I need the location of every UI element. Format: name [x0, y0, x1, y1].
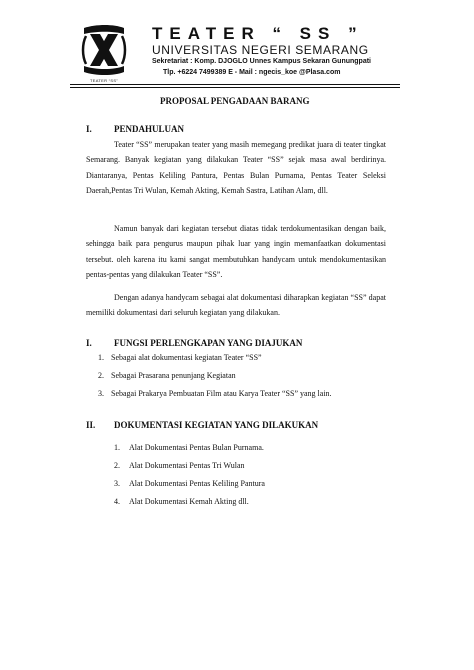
list-number: 1.: [98, 353, 104, 362]
list-number: 4.: [114, 497, 120, 506]
list-number: 3.: [114, 479, 120, 488]
list-text: Alat Dokumentasi Pentas Keliling Pantura: [129, 479, 265, 488]
list-item: [114, 457, 265, 475]
university-name: UNIVERSITAS NEGERI SEMARANG: [152, 43, 369, 57]
logo-caption: TEATER “SS”: [90, 78, 118, 83]
function-list: [98, 349, 332, 403]
section-number: I.: [86, 124, 92, 134]
list-item: [114, 439, 265, 457]
list-item: [114, 475, 265, 493]
list-text: Alat Dokumentasi Kemah Akting dll.: [129, 497, 249, 506]
section-number: I.: [86, 338, 92, 348]
documentation-list: [114, 439, 265, 511]
list-text: Alat Dokumentasi Pentas Bulan Purnama.: [129, 443, 264, 452]
list-item: [98, 367, 332, 385]
list-text: Alat Dokumentasi Pentas Tri Wulan: [129, 461, 245, 470]
paragraph: Teater “SS” merupakan teater yang masih memegang predikat juara di teater tingkat Semarang. Banyak kegiatan yang dilakukan Teater “SS” sejak masa awal berdirinya. Diantaranya, Pentas Keliling Pantura, Pentas Bulan Purnama, Pentas Teater Seleksi Daerah,Pentas Tri Wulan, Kemah Akting, Kemah Sastra, Latihan Alam, dll.: [86, 140, 386, 196]
letterhead-rule-thin: [70, 87, 400, 88]
list-number: 2.: [98, 371, 104, 380]
list-number: 3.: [98, 389, 104, 398]
contact-info: Tlp. +6224 7499389 E - Mail : ngecis_koe @Plasa.com: [163, 69, 341, 76]
list-text: Sebagai Prasarana penunjang Kegiatan: [111, 371, 236, 380]
letterhead-rule-thick: [70, 84, 400, 85]
secretariat-address: Sekretariat : Komp. DJOGLO Unnes Kampus Sekaran Gunungpati: [152, 58, 371, 65]
paragraph: Namun banyak dari kegiatan tersebut diatas tidak terdokumentasikan dengan baik, sehingga baik para pengurus maupun pihak luar yang ingin memanfaatkan dokumentasi tersebut. oleh karena itu kami sangat membutuhkan handycam untuk mendokumentasikan pentas-pentas yang dilakukan Teater “SS”.: [86, 224, 386, 280]
list-item: [98, 349, 332, 367]
document-title: PROPOSAL PENGADAAN BARANG: [160, 96, 310, 106]
list-item: [114, 493, 265, 511]
list-number: 2.: [114, 461, 120, 470]
section-heading: PENDAHULUAN: [114, 124, 185, 134]
paragraph: Dengan adanya handycam sebagai alat dokumentasi diharapkan kegiatan “SS” dapat memiliki dokumentasi dari seluruh kegiatan yang dilakukan.: [86, 293, 386, 318]
list-text: Sebagai alat dokumentasi kegiatan Teater “SS”: [111, 353, 262, 362]
organization-name: TEATER “ SS ”: [152, 24, 364, 43]
section-number: II.: [86, 420, 96, 430]
section-heading: DOKUMENTASI KEGIATAN YANG DILAKUKAN: [114, 420, 319, 430]
list-text: Sebagai Prakarya Pembuatan Film atau Karya Teater “SS” yang lain.: [111, 389, 332, 398]
theater-logo-emblem-icon: [76, 22, 132, 78]
theater-logo: [76, 22, 132, 88]
list-number: 1.: [114, 443, 120, 452]
section-heading: FUNGSI PERLENGKAPAN YANG DIAJUKAN: [114, 338, 303, 348]
list-item: [98, 385, 332, 403]
